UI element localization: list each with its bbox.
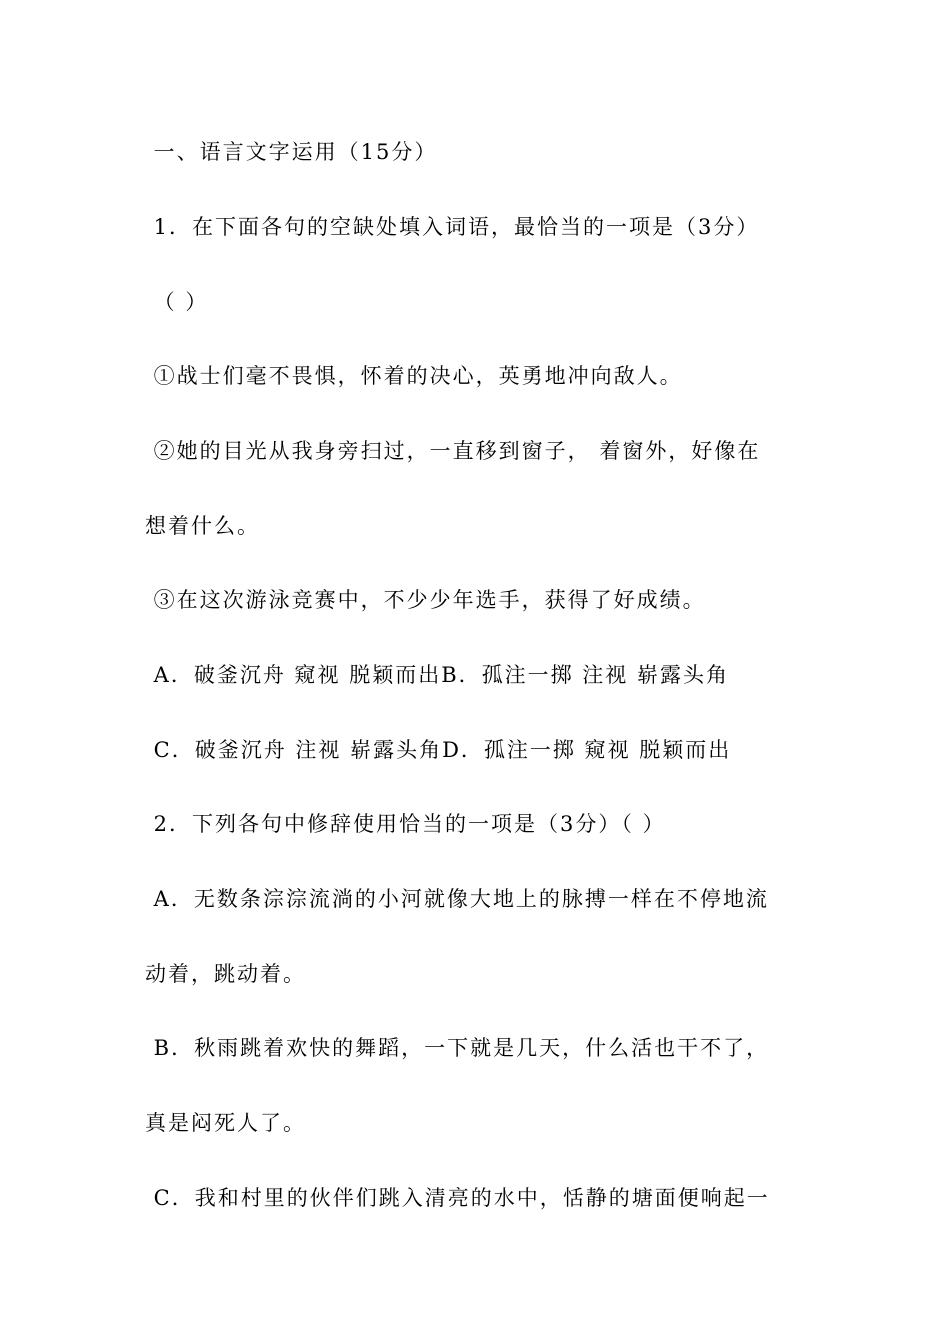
question-2-stem: 2．下列各句中修辞使用恰当的一项是（3分）（ ） — [145, 812, 666, 836]
question-1-options-cd: C．破釜沉舟 注视 崭露头角D．孤注一掷 窥视 脱颖而出 — [145, 738, 732, 762]
question-1-sentence-3: ③在这次游泳竞赛中，不少少年选手，获得了好成绩。 — [145, 588, 706, 612]
question-2-option-a: A．无数条淙淙流淌的小河就像大地上的脉搏一样在不停地流 — [145, 887, 769, 911]
question-1-stem: 1．在下面各句的空缺处填入词语，最恰当的一项是（3分） — [145, 215, 760, 239]
question-2-option-b-cont: 真是闷死人了。 — [145, 1111, 306, 1135]
section-heading: 一、语言文字运用（15分） — [145, 140, 438, 164]
question-1-sentence-2-cont: 想着什么。 — [145, 514, 260, 538]
question-2-option-a-cont: 动着，跳动着。 — [145, 962, 306, 986]
question-2-option-c: C．我和村里的伙伴们跳入清亮的水中，恬静的塘面便响起一 — [145, 1186, 770, 1210]
question-1-options-ab: A．破釜沉舟 窥视 脱颖而出B．孤注一掷 注视 崭露头角 — [145, 663, 729, 687]
question-1-sentence-2: ②她的目光从我身旁扫过，一直移到窗子， 着窗外，好像在 — [145, 439, 761, 463]
question-1-answer-blank: （ ） — [145, 290, 209, 314]
question-2-option-b: B．秋雨跳着欢快的舞蹈，一下就是几天，什么活也干不了， — [145, 1036, 770, 1060]
question-1-sentence-1: ①战士们毫不畏惧，怀着的决心，英勇地冲向敌人。 — [145, 364, 683, 388]
